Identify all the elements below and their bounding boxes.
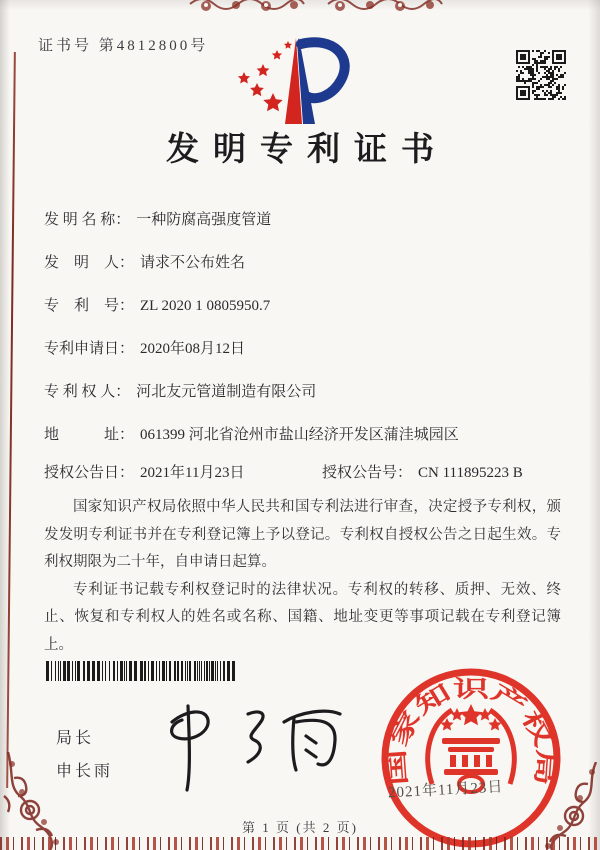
field-patentee [44, 380, 564, 401]
field-value: 2021年11月23日 [140, 465, 245, 481]
bottom-left-corner-ornament-icon [0, 752, 78, 850]
field-inventor [44, 251, 564, 272]
field-label: 地 址： [44, 427, 135, 443]
notice-paragraph-2: 专利证书记载专利权登记时的法律状况。专利权的转移、质押、无效、终止、恢复和专利权人的姓名或名称、国籍、地址变更等事项记载在专利登记簿上。 [44, 581, 561, 653]
director-handwritten-signature-icon [142, 692, 354, 798]
field-label: 专 利 号： [44, 298, 135, 314]
legal-notice [44, 494, 561, 659]
field-value: 河北友元管道制造有限公司 [136, 384, 317, 400]
cnipa-patent-logo-icon [233, 36, 365, 132]
field-value: 061399 河北省沧州市盐山经济开发区蒲洼城园区 [140, 427, 459, 443]
field-label: 授权公告日： [44, 465, 135, 481]
field-label: 授权公告号： [322, 465, 413, 481]
field-label: 专 利 权 人： [44, 384, 131, 400]
notice-paragraph-1: 国家知识产权局依照中华人民共和国专利法进行审查，决定授予专利权，颁发发明专利证书并在专利登记簿上予以登记。专利权自授权公告之日起生效。专利权期限为二十年，自申请日起算。 [44, 499, 561, 570]
field-value: 2020年08月12日 [140, 341, 246, 357]
field-value: CN 111895223 B [418, 465, 523, 481]
field-value: 请求不公布姓名 [140, 255, 246, 271]
director-title: 局长 [56, 730, 95, 747]
field-label: 专利申请日： [44, 341, 135, 357]
field-grant-number [322, 461, 523, 482]
top-border-ornament-icon [188, 0, 444, 17]
bottom-border-fringe [0, 837, 600, 850]
field-address [44, 423, 564, 444]
seal-date: 2021年11月23日 [387, 779, 504, 802]
field-invention-name [44, 208, 564, 229]
field-grant-date [44, 461, 564, 482]
qr-code-icon [512, 46, 570, 104]
seal-ring-text: 国家知识产权局 [384, 676, 559, 787]
field-label: 发 明 人： [44, 255, 135, 271]
page-number: 第 1 页 (共 2 页) [242, 820, 358, 835]
certificate-title: 发明专利证书 [166, 132, 448, 168]
director-name: 申长雨 [56, 763, 114, 780]
field-patent-number [44, 294, 564, 315]
barcode-icon [46, 661, 240, 681]
certificate-number: 证书号 第4812800号 [38, 38, 209, 54]
field-filing-date [44, 337, 564, 358]
field-value: ZL 2020 1 0805950.7 [140, 298, 271, 314]
field-label: 发 明 名 称： [44, 212, 131, 228]
field-value: 一种防腐高强度管道 [136, 212, 272, 228]
